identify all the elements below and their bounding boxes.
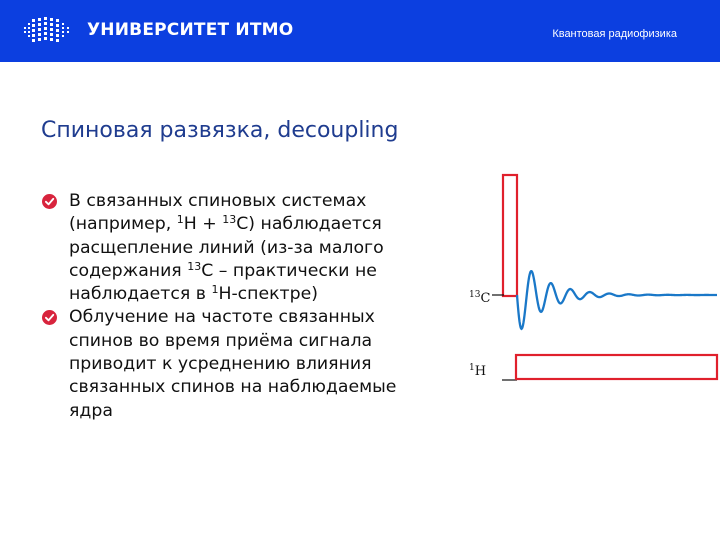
footer-university: UNIVERSITY — [581, 501, 685, 516]
itmo-logo-icon — [22, 16, 72, 44]
slide-title: Спиновая развязка, decoupling — [41, 118, 399, 143]
logo-text: УНИВЕРСИТЕТ ИТМО — [87, 20, 294, 40]
c13-pulse-box — [503, 175, 517, 296]
bullet-list — [42, 190, 442, 423]
h1-label: $^1$H — [469, 363, 487, 379]
check-circle-icon — [42, 310, 57, 325]
c13-fid-signal — [517, 271, 717, 329]
bullet-item — [42, 306, 442, 422]
bullet-text: В связанных спиновых системах (например, $^1$H + $^{13}$C) наблюдается расщепление линий (из-за малого содержания $^{13}$C – практически не наблюдается в $^1$H-спектре) — [69, 191, 384, 305]
header-bar — [0, 0, 720, 62]
footer-itmo: ITMO — [581, 481, 619, 496]
check-circle-icon — [42, 194, 57, 209]
bullet-item — [42, 190, 442, 306]
h1-decoupling-box — [516, 355, 717, 379]
decoupling-pulse-diagram — [462, 168, 720, 388]
footer-tagline: re than a — [618, 482, 670, 495]
course-title: Квантовая радиофизика — [552, 28, 677, 40]
c13-label: $^{13}$C — [469, 290, 491, 306]
bullet-text: Облучение на частоте связанных спинов во время приёма сигнала приводит к усреднению влияния связанных спинов на наблюдаемые ядра — [69, 307, 397, 421]
itmo-footer-logo — [581, 481, 701, 521]
